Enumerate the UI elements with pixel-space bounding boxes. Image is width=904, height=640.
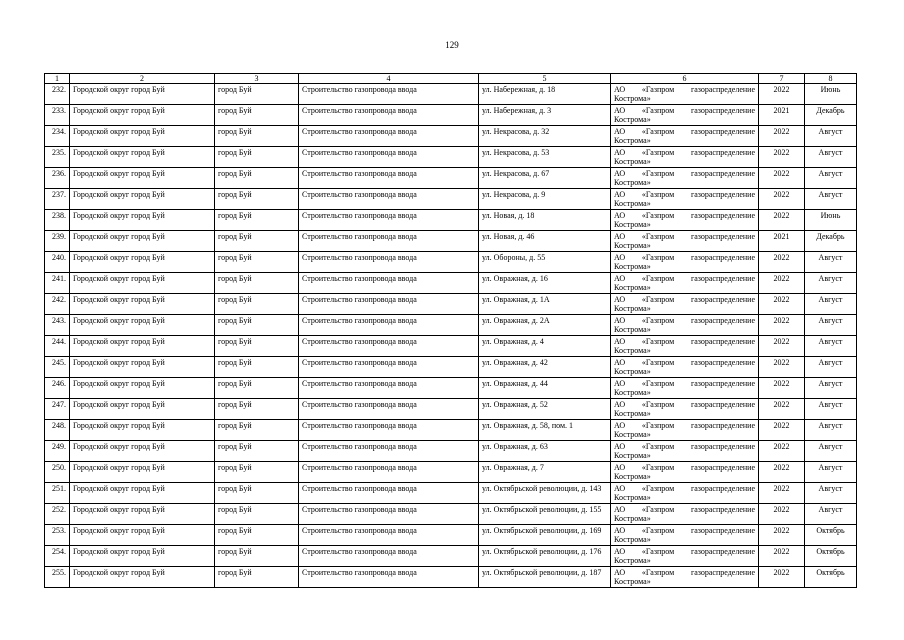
district-cell: Городской округ город Буй (70, 462, 215, 483)
district-cell: Городской округ город Буй (70, 147, 215, 168)
row-number-cell: 241. (45, 273, 70, 294)
locality-cell: город Буй (215, 399, 299, 420)
work-type-cell: Строительство газопровода ввода (299, 420, 479, 441)
organization-cell: АО «Газпром газораспределение Кострома» (611, 462, 759, 483)
year-cell: 2022 (759, 546, 805, 567)
row-number-cell: 244. (45, 336, 70, 357)
organization-cell: АО «Газпром газораспределение Кострома» (611, 210, 759, 231)
table-row (45, 105, 857, 126)
address-cell: ул. Овражная, д. 58, пом. 1 (479, 420, 611, 441)
organization-cell: АО «Газпром газораспределение Кострома» (611, 126, 759, 147)
address-cell: ул. Октябрьской революции, д. 155 (479, 504, 611, 525)
work-type-cell: Строительство газопровода ввода (299, 504, 479, 525)
month-cell: Август (805, 378, 857, 399)
locality-cell: город Буй (215, 504, 299, 525)
district-cell: Городской округ город Буй (70, 378, 215, 399)
address-cell: ул. Новая, д. 18 (479, 210, 611, 231)
address-cell: ул. Овражная, д. 63 (479, 441, 611, 462)
work-type-cell: Строительство газопровода ввода (299, 336, 479, 357)
table-row (45, 546, 857, 567)
organization-cell: АО «Газпром газораспределение Кострома» (611, 189, 759, 210)
organization-cell: АО «Газпром газораспределение Кострома» (611, 378, 759, 399)
row-number-cell: 248. (45, 420, 70, 441)
locality-cell: город Буй (215, 462, 299, 483)
year-cell: 2022 (759, 252, 805, 273)
locality-cell: город Буй (215, 273, 299, 294)
year-cell: 2022 (759, 147, 805, 168)
row-number-cell: 238. (45, 210, 70, 231)
month-cell: Август (805, 336, 857, 357)
row-number-cell: 239. (45, 231, 70, 252)
organization-cell: АО «Газпром газораспределение Кострома» (611, 294, 759, 315)
address-cell: ул. Овражная, д. 16 (479, 273, 611, 294)
organization-cell: АО «Газпром газораспределение Кострома» (611, 105, 759, 126)
month-cell: Декабрь (805, 105, 857, 126)
address-cell: ул. Овражная, д. 4 (479, 336, 611, 357)
locality-cell: город Буй (215, 231, 299, 252)
month-cell: Июнь (805, 210, 857, 231)
work-type-cell: Строительство газопровода ввода (299, 525, 479, 546)
address-cell: ул. Некрасова, д. 53 (479, 147, 611, 168)
month-cell: Август (805, 420, 857, 441)
organization-cell: АО «Газпром газораспределение Кострома» (611, 168, 759, 189)
address-cell: ул. Овражная, д. 52 (479, 399, 611, 420)
month-cell: Август (805, 462, 857, 483)
address-cell: ул. Овражная, д. 44 (479, 378, 611, 399)
table-row (45, 441, 857, 462)
table-row (45, 462, 857, 483)
organization-cell: АО «Газпром газораспределение Кострома» (611, 252, 759, 273)
district-cell: Городской округ город Буй (70, 441, 215, 462)
work-type-cell: Строительство газопровода ввода (299, 231, 479, 252)
work-type-cell: Строительство газопровода ввода (299, 147, 479, 168)
month-cell: Август (805, 189, 857, 210)
organization-cell: АО «Газпром газораспределение Кострома» (611, 315, 759, 336)
table-row (45, 504, 857, 525)
locality-cell: город Буй (215, 357, 299, 378)
year-cell: 2022 (759, 399, 805, 420)
month-cell: Октябрь (805, 546, 857, 567)
organization-cell: АО «Газпром газораспределение Кострома» (611, 399, 759, 420)
month-cell: Август (805, 294, 857, 315)
locality-cell: город Буй (215, 525, 299, 546)
district-cell: Городской округ город Буй (70, 504, 215, 525)
column-number: 7 (759, 74, 805, 84)
month-cell: Август (805, 252, 857, 273)
district-cell: Городской округ город Буй (70, 399, 215, 420)
row-number-cell: 236. (45, 168, 70, 189)
locality-cell: город Буй (215, 378, 299, 399)
work-type-cell: Строительство газопровода ввода (299, 273, 479, 294)
address-cell: ул. Октябрьской революции, д. 187 (479, 567, 611, 588)
month-cell: Август (805, 483, 857, 504)
work-type-cell: Строительство газопровода ввода (299, 546, 479, 567)
table-row (45, 315, 857, 336)
row-number-cell: 235. (45, 147, 70, 168)
month-cell: Август (805, 315, 857, 336)
table-row (45, 273, 857, 294)
work-type-cell: Строительство газопровода ввода (299, 252, 479, 273)
organization-cell: АО «Газпром газораспределение Кострома» (611, 525, 759, 546)
table-row (45, 399, 857, 420)
row-number-cell: 245. (45, 357, 70, 378)
column-number: 8 (805, 74, 857, 84)
month-cell: Октябрь (805, 567, 857, 588)
month-cell: Декабрь (805, 231, 857, 252)
address-cell: ул. Овражная, д. 1А (479, 294, 611, 315)
organization-cell: АО «Газпром газораспределение Кострома» (611, 420, 759, 441)
locality-cell: город Буй (215, 105, 299, 126)
row-number-cell: 234. (45, 126, 70, 147)
year-cell: 2022 (759, 189, 805, 210)
district-cell: Городской округ город Буй (70, 336, 215, 357)
month-cell: Август (805, 441, 857, 462)
locality-cell: город Буй (215, 420, 299, 441)
work-type-cell: Строительство газопровода ввода (299, 378, 479, 399)
row-number-cell: 232. (45, 84, 70, 105)
locality-cell: город Буй (215, 441, 299, 462)
organization-cell: АО «Газпром газораспределение Кострома» (611, 231, 759, 252)
organization-cell: АО «Газпром газораспределение Кострома» (611, 441, 759, 462)
year-cell: 2022 (759, 525, 805, 546)
district-cell: Городской округ город Буй (70, 420, 215, 441)
district-cell: Городской округ город Буй (70, 273, 215, 294)
year-cell: 2022 (759, 420, 805, 441)
table-row (45, 336, 857, 357)
year-cell: 2022 (759, 441, 805, 462)
locality-cell: город Буй (215, 84, 299, 105)
column-number: 6 (611, 74, 759, 84)
year-cell: 2022 (759, 273, 805, 294)
work-type-cell: Строительство газопровода ввода (299, 294, 479, 315)
row-number-cell: 254. (45, 546, 70, 567)
district-cell: Городской округ город Буй (70, 210, 215, 231)
table-row (45, 420, 857, 441)
table-row (45, 189, 857, 210)
table-row (45, 210, 857, 231)
year-cell: 2022 (759, 336, 805, 357)
row-number-cell: 250. (45, 462, 70, 483)
column-number: 5 (479, 74, 611, 84)
address-cell: ул. Новая, д. 46 (479, 231, 611, 252)
year-cell: 2022 (759, 357, 805, 378)
year-cell: 2022 (759, 483, 805, 504)
column-number: 3 (215, 74, 299, 84)
work-type-cell: Строительство газопровода ввода (299, 84, 479, 105)
month-cell: Август (805, 147, 857, 168)
organization-cell: АО «Газпром газораспределение Кострома» (611, 546, 759, 567)
month-cell: Июнь (805, 84, 857, 105)
address-cell: ул. Овражная, д. 42 (479, 357, 611, 378)
month-cell: Август (805, 399, 857, 420)
month-cell: Октябрь (805, 525, 857, 546)
address-cell: ул. Овражная, д. 7 (479, 462, 611, 483)
table-row (45, 126, 857, 147)
organization-cell: АО «Газпром газораспределение Кострома» (611, 84, 759, 105)
district-cell: Городской округ город Буй (70, 315, 215, 336)
locality-cell: город Буй (215, 252, 299, 273)
locality-cell: город Буй (215, 567, 299, 588)
row-number-cell: 242. (45, 294, 70, 315)
table-row (45, 483, 857, 504)
work-type-cell: Строительство газопровода ввода (299, 210, 479, 231)
table-row (45, 168, 857, 189)
work-type-cell: Строительство газопровода ввода (299, 315, 479, 336)
year-cell: 2022 (759, 168, 805, 189)
year-cell: 2021 (759, 231, 805, 252)
year-cell: 2022 (759, 567, 805, 588)
locality-cell: город Буй (215, 315, 299, 336)
locality-cell: город Буй (215, 483, 299, 504)
month-cell: Август (805, 126, 857, 147)
address-cell: ул. Набережная, д. 3 (479, 105, 611, 126)
locality-cell: город Буй (215, 210, 299, 231)
organization-cell: АО «Газпром газораспределение Кострома» (611, 147, 759, 168)
address-cell: ул. Некрасова, д. 32 (479, 126, 611, 147)
district-cell: Городской округ город Буй (70, 294, 215, 315)
table-row (45, 252, 857, 273)
district-cell: Городской округ город Буй (70, 483, 215, 504)
table-row (45, 567, 857, 588)
district-cell: Городской округ город Буй (70, 105, 215, 126)
organization-cell: АО «Газпром газораспределение Кострома» (611, 336, 759, 357)
address-cell: ул. Набережная, д. 18 (479, 84, 611, 105)
table-row (45, 357, 857, 378)
table-row (45, 147, 857, 168)
column-number: 4 (299, 74, 479, 84)
address-cell: ул. Обороны, д. 55 (479, 252, 611, 273)
month-cell: Август (805, 357, 857, 378)
column-number: 1 (45, 74, 70, 84)
work-type-cell: Строительство газопровода ввода (299, 567, 479, 588)
row-number-cell: 252. (45, 504, 70, 525)
address-cell: ул. Овражная, д. 2А (479, 315, 611, 336)
address-cell: ул. Октябрьской революции, д. 169 (479, 525, 611, 546)
row-number-cell: 253. (45, 525, 70, 546)
district-cell: Городской округ город Буй (70, 84, 215, 105)
row-number-cell: 249. (45, 441, 70, 462)
column-number-row (45, 74, 857, 84)
organization-cell: АО «Газпром газораспределение Кострома» (611, 567, 759, 588)
year-cell: 2021 (759, 105, 805, 126)
work-type-cell: Строительство газопровода ввода (299, 105, 479, 126)
year-cell: 2022 (759, 462, 805, 483)
work-type-cell: Строительство газопровода ввода (299, 189, 479, 210)
row-number-cell: 246. (45, 378, 70, 399)
district-cell: Городской округ город Буй (70, 525, 215, 546)
locality-cell: город Буй (215, 294, 299, 315)
work-type-cell: Строительство газопровода ввода (299, 462, 479, 483)
locality-cell: город Буй (215, 126, 299, 147)
organization-cell: АО «Газпром газораспределение Кострома» (611, 273, 759, 294)
year-cell: 2022 (759, 294, 805, 315)
month-cell: Август (805, 168, 857, 189)
row-number-cell: 237. (45, 189, 70, 210)
district-cell: Городской округ город Буй (70, 546, 215, 567)
organization-cell: АО «Газпром газораспределение Кострома» (611, 504, 759, 525)
row-number-cell: 243. (45, 315, 70, 336)
organization-cell: АО «Газпром газораспределение Кострома» (611, 483, 759, 504)
table-row (45, 231, 857, 252)
locality-cell: город Буй (215, 147, 299, 168)
work-type-cell: Строительство газопровода ввода (299, 399, 479, 420)
month-cell: Август (805, 273, 857, 294)
row-number-cell: 233. (45, 105, 70, 126)
gasification-table (44, 73, 857, 588)
row-number-cell: 247. (45, 399, 70, 420)
locality-cell: город Буй (215, 168, 299, 189)
column-number: 2 (70, 74, 215, 84)
table-row (45, 294, 857, 315)
row-number-cell: 240. (45, 252, 70, 273)
district-cell: Городской округ город Буй (70, 189, 215, 210)
work-type-cell: Строительство газопровода ввода (299, 126, 479, 147)
year-cell: 2022 (759, 84, 805, 105)
month-cell: Август (805, 504, 857, 525)
year-cell: 2022 (759, 126, 805, 147)
year-cell: 2022 (759, 315, 805, 336)
year-cell: 2022 (759, 378, 805, 399)
district-cell: Городской округ город Буй (70, 567, 215, 588)
year-cell: 2022 (759, 210, 805, 231)
row-number-cell: 255. (45, 567, 70, 588)
district-cell: Городской округ город Буй (70, 231, 215, 252)
address-cell: ул. Некрасова, д. 67 (479, 168, 611, 189)
page-number: 129 (445, 40, 459, 50)
year-cell: 2022 (759, 504, 805, 525)
address-cell: ул. Октябрьской революции, д. 176 (479, 546, 611, 567)
locality-cell: город Буй (215, 546, 299, 567)
table-body (45, 74, 857, 588)
work-type-cell: Строительство газопровода ввода (299, 483, 479, 504)
locality-cell: город Буй (215, 189, 299, 210)
table-row (45, 378, 857, 399)
organization-cell: АО «Газпром газораспределение Кострома» (611, 357, 759, 378)
work-type-cell: Строительство газопровода ввода (299, 441, 479, 462)
district-cell: Городской округ город Буй (70, 126, 215, 147)
district-cell: Городской округ город Буй (70, 357, 215, 378)
table-row (45, 525, 857, 546)
address-cell: ул. Некрасова, д. 9 (479, 189, 611, 210)
district-cell: Городской округ город Буй (70, 168, 215, 189)
locality-cell: город Буй (215, 336, 299, 357)
work-type-cell: Строительство газопровода ввода (299, 357, 479, 378)
work-type-cell: Строительство газопровода ввода (299, 168, 479, 189)
address-cell: ул. Октябрьской революции, д. 143 (479, 483, 611, 504)
row-number-cell: 251. (45, 483, 70, 504)
table-row (45, 84, 857, 105)
district-cell: Городской округ город Буй (70, 252, 215, 273)
